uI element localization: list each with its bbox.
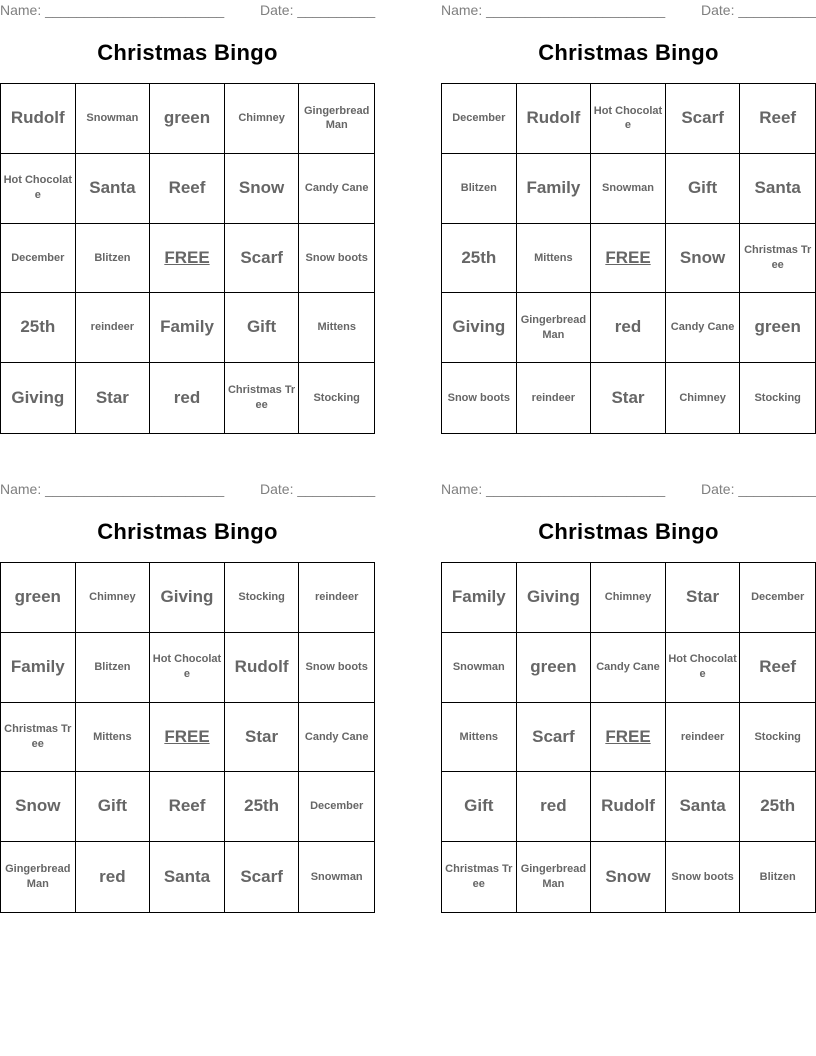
bingo-cell: Santa	[150, 842, 225, 912]
bingo-cell: Snow	[591, 842, 666, 912]
bingo-cell: Candy Cane	[299, 703, 374, 773]
bingo-cell: red	[591, 293, 666, 363]
bingo-cell: Mittens	[299, 293, 374, 363]
bingo-cell: Blitzen	[442, 154, 517, 224]
date-field-label: Date: __________	[260, 481, 376, 497]
bingo-cell: Snow	[225, 154, 300, 224]
bingo-cell: Blitzen	[76, 224, 151, 294]
bingo-cell: Stocking	[740, 703, 815, 773]
bingo-cell: green	[150, 84, 225, 154]
bingo-card-4	[441, 479, 816, 913]
bingo-cell: Reef	[150, 772, 225, 842]
bingo-cell: green	[740, 293, 815, 363]
bingo-cell: 25th	[442, 224, 517, 294]
card-title: Christmas Bingo	[97, 40, 278, 65]
bingo-card-2	[441, 0, 816, 434]
name-field-label: Name: _______________________	[0, 2, 225, 18]
free-space-cell: FREE	[150, 224, 225, 294]
name-field-label: Name: _______________________	[441, 2, 666, 18]
bingo-cell: Giving	[442, 293, 517, 363]
bingo-cell: Hot Chocolate	[1, 154, 76, 224]
bingo-cell: Chimney	[591, 563, 666, 633]
bingo-cell: Gift	[666, 154, 741, 224]
bingo-cell: Hot Chocolate	[591, 84, 666, 154]
bingo-cell: Candy Cane	[299, 154, 374, 224]
bingo-cell: Christmas Tree	[740, 224, 815, 294]
bingo-cell: Family	[442, 563, 517, 633]
card-title: Christmas Bingo	[538, 519, 719, 544]
bingo-cell: December	[1, 224, 76, 294]
bingo-cell: Candy Cane	[591, 633, 666, 703]
bingo-cell: Santa	[666, 772, 741, 842]
bingo-cell: Snow	[1, 772, 76, 842]
bingo-cell: Scarf	[225, 224, 300, 294]
bingo-cell: Snow	[666, 224, 741, 294]
bingo-cell: Mittens	[517, 224, 592, 294]
bingo-cell: Blitzen	[76, 633, 151, 703]
bingo-cell: Rudolf	[517, 84, 592, 154]
bingo-cell: Gift	[225, 293, 300, 363]
name-field-label: Name: _______________________	[441, 481, 666, 497]
bingo-cell: reindeer	[666, 703, 741, 773]
bingo-card-3	[0, 479, 375, 913]
bingo-cell: Star	[666, 563, 741, 633]
bingo-cell: Scarf	[225, 842, 300, 912]
bingo-grid	[0, 562, 375, 913]
bingo-cell: Family	[1, 633, 76, 703]
bingo-cell: 25th	[225, 772, 300, 842]
bingo-cell: Giving	[517, 563, 592, 633]
bingo-cell: Rudolf	[225, 633, 300, 703]
bingo-cell: Gingerbread Man	[1, 842, 76, 912]
bingo-cell: green	[517, 633, 592, 703]
bingo-grid	[441, 83, 816, 434]
bingo-cell: Giving	[1, 363, 76, 433]
bingo-cell: reindeer	[76, 293, 151, 363]
bingo-cell: Rudolf	[591, 772, 666, 842]
bingo-cell: Star	[225, 703, 300, 773]
card-title: Christmas Bingo	[538, 40, 719, 65]
date-field-label: Date: __________	[701, 481, 816, 497]
bingo-cell: Stocking	[225, 563, 300, 633]
bingo-cell: Gift	[442, 772, 517, 842]
bingo-cell: Stocking	[754, 391, 801, 404]
bingo-cell: Reef	[740, 84, 815, 154]
free-space-cell: FREE	[150, 703, 225, 773]
date-field-label: Date: __________	[701, 2, 816, 18]
bingo-cell: Snow boots	[442, 363, 517, 433]
bingo-cell: Santa	[740, 154, 815, 224]
bingo-grid	[0, 83, 375, 434]
bingo-cell: 25th	[740, 772, 815, 842]
bingo-cell: December	[299, 772, 374, 842]
card-title: Christmas Bingo	[97, 519, 278, 544]
bingo-cell: red	[517, 772, 592, 842]
bingo-cell: December	[740, 563, 815, 633]
bingo-cell: Christmas Tree	[1, 703, 76, 773]
bingo-cell: Candy Cane	[666, 293, 741, 363]
free-space-cell: FREE	[591, 703, 666, 773]
bingo-card-1	[0, 0, 375, 434]
bingo-cell: Gingerbread Man	[299, 84, 374, 154]
bingo-cell: Snowman	[591, 154, 666, 224]
bingo-cell: Christmas Tree	[225, 363, 300, 433]
bingo-cell: Scarf	[666, 84, 741, 154]
bingo-cell: Santa	[76, 154, 151, 224]
bingo-cell: green	[1, 563, 76, 633]
bingo-cell: Star	[76, 363, 151, 433]
name-date-line	[0, 2, 375, 20]
date-field-label: Date: __________	[260, 2, 376, 18]
bingo-cell: Star	[591, 363, 666, 433]
bingo-cell: Scarf	[517, 703, 592, 773]
bingo-cell: Snow boots	[299, 633, 374, 703]
bingo-cell: Rudolf	[1, 84, 76, 154]
bingo-grid	[441, 562, 816, 913]
bingo-cell: Gingerbread Man	[517, 842, 592, 912]
bingo-cell: Mittens	[76, 703, 151, 773]
bingo-cell: Giving	[150, 563, 225, 633]
bingo-cell: December	[442, 84, 517, 154]
bingo-cell: Christmas Tree	[442, 842, 517, 912]
bingo-cell: Snowman	[310, 870, 363, 883]
bingo-cell: Stocking	[313, 391, 360, 404]
bingo-cell: Family	[517, 154, 592, 224]
bingo-cell: Snowman	[442, 633, 517, 703]
bingo-cell: red	[76, 842, 151, 912]
name-field-label: Name: _______________________	[0, 481, 225, 497]
bingo-cell: Hot Chocolate	[150, 633, 225, 703]
bingo-cell: red	[150, 363, 225, 433]
bingo-cell: Reef	[150, 154, 225, 224]
bingo-cell: Reef	[740, 633, 815, 703]
bingo-cell: Snow boots	[666, 842, 741, 912]
bingo-cell: Snow boots	[299, 224, 374, 294]
bingo-cell: Hot Chocolate	[666, 633, 741, 703]
bingo-cell: Chimney	[666, 363, 741, 433]
bingo-cell: Mittens	[442, 703, 517, 773]
bingo-cell: Gingerbread Man	[517, 293, 592, 363]
name-date-line	[441, 481, 816, 499]
bingo-cell: Gift	[76, 772, 151, 842]
bingo-cell: Family	[150, 293, 225, 363]
bingo-cell: reindeer	[517, 363, 592, 433]
bingo-cell: Chimney	[225, 84, 300, 154]
bingo-cell: Chimney	[76, 563, 151, 633]
name-date-line	[0, 481, 375, 499]
bingo-cell: 25th	[1, 293, 76, 363]
bingo-cell: Blitzen	[759, 870, 796, 883]
bingo-cell: Snowman	[76, 84, 151, 154]
free-space-cell: FREE	[591, 224, 666, 294]
bingo-cell: reindeer	[299, 563, 374, 633]
name-date-line	[441, 2, 816, 20]
